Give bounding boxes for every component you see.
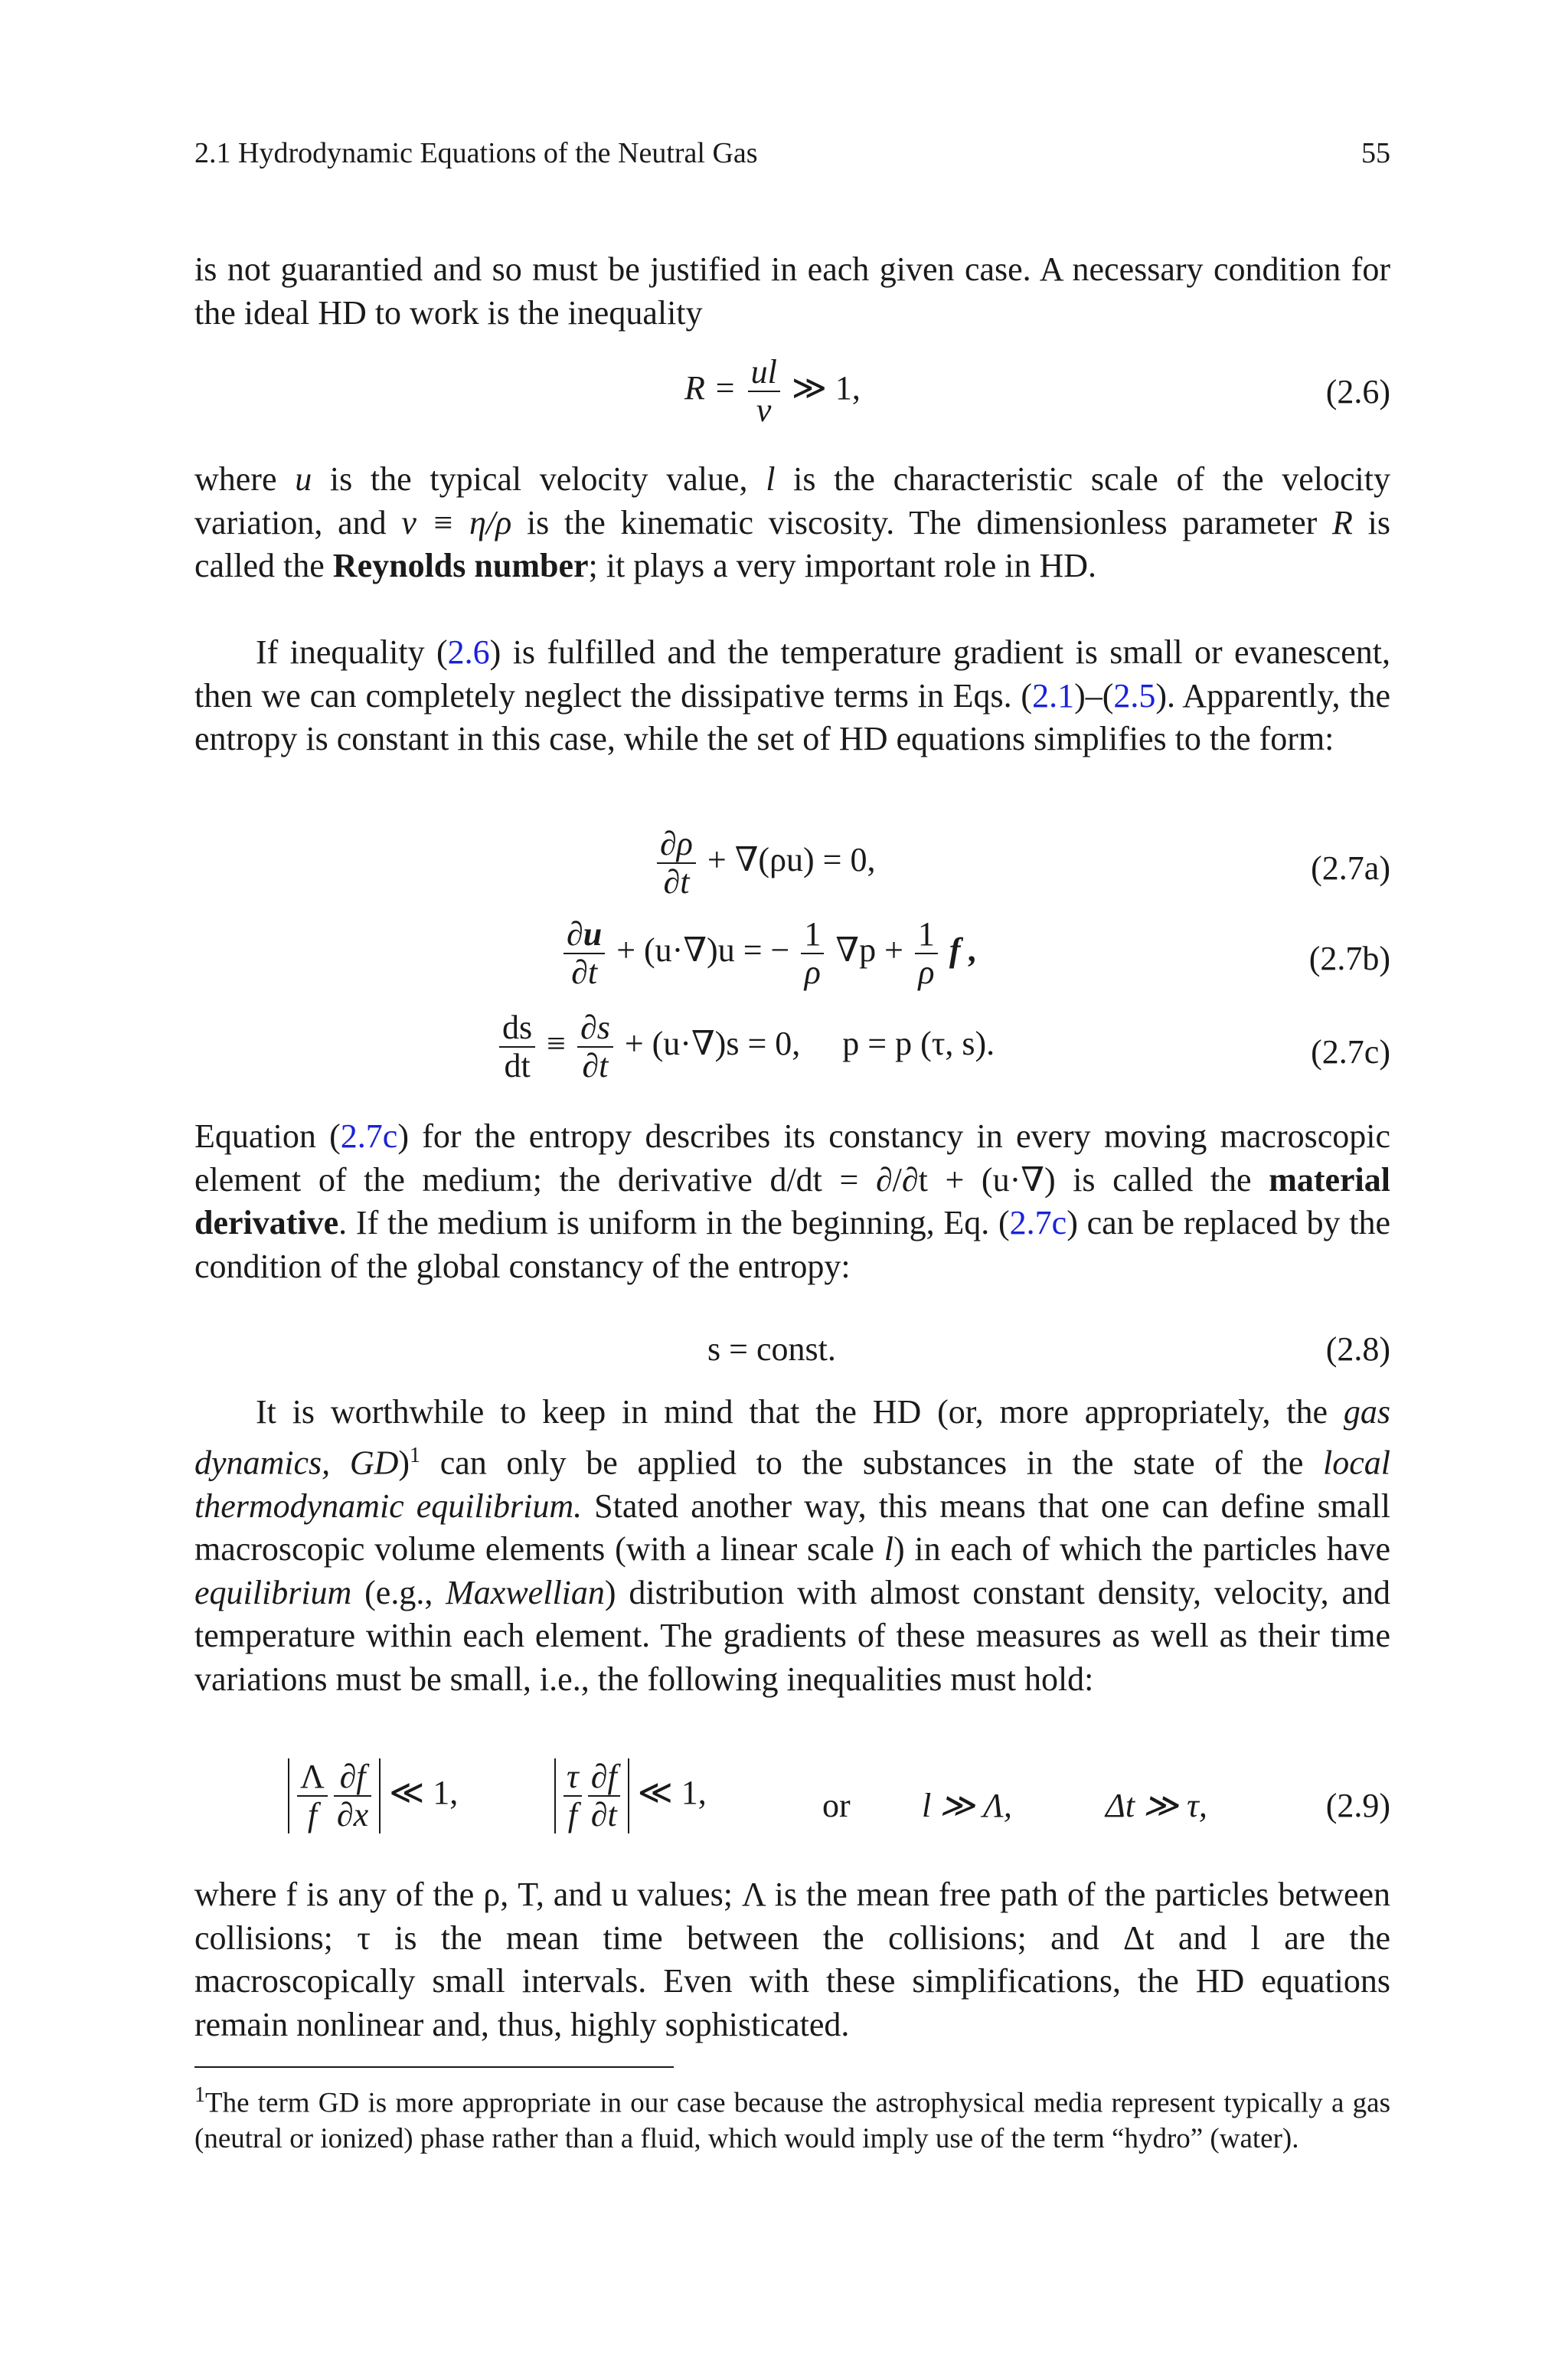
equation-2-9: $\frac{\Lambda}{f}$ $\frac{\partial f}{\partial x}$ ≪ 1, $\frac{\tau}{f}$ $\frac{\partial f}{\partial t}$ ≪ 1, or l ≫ Λ, Δt ≫ τ, (2.9) [194, 1758, 1390, 1850]
ref-link[interactable]: 2.5 [1113, 676, 1156, 715]
equation-number: (2.7b) [1308, 940, 1390, 977]
section-title: 2.1 Hydrodynamic Equations of the Neutral Gas [194, 137, 758, 169]
paragraph-5: It is worthwhile to keep in mind that the HD (or, more appropriately, the gas dynamics, GD)$^1$ can only be applied to the substances in the state of the local thermodynamic equilibrium. Stated another way, this means that one can define small macroscopic volume elements (with a linear scale l) in each of which the particles have equilibrium (e.g., Maxwellian) distribution with almost constant density, velocity, and temperature within each element. The gradients of these measures as well as their time variations must be small, i.e., the following inequalities must hold: [194, 1393, 1391, 1698]
equation-2-6 [194, 354, 1390, 438]
ref-link[interactable]: 2.6 [447, 633, 490, 671]
footnote: $^1$The term GD is more appropriate in our case because the astrophysical media represent typically a gas (neutral or ionized) phase rather than a fluid, which would imply use of the term “hydro” (water). [194, 2083, 1390, 2155]
eq-lhs: R = [684, 369, 737, 407]
eq-fraction: $\frac{ul}{\nu}$ [748, 354, 780, 429]
paragraph-3: If inequality (2.6) is fulfilled and the temperature gradient is small or evanescent, then we can completely neglect the dissipative terms in Eqs. (2.1)–(2.5). Apparently, the entropy is constant in this case, while the set of HD equations simplifies to the form: [194, 633, 1391, 757]
ref-link[interactable]: 2.1 [1032, 676, 1075, 715]
equation-number: (2.8) [1325, 1330, 1390, 1368]
page-number: 55 [1361, 137, 1390, 169]
term-reynolds-number: Reynolds number [332, 547, 589, 584]
term-material-derivative: material derivative [194, 1160, 1390, 1241]
paragraph-1: is not guarantied and so must be justified in each given case. A necessary condition for the ideal HD to work is the inequality [194, 250, 1390, 332]
equation-2-7c: $\frac{ds}{dt}$ ≡ $\frac{\partial s}{\partial t}$ + (u·∇)s = 0, p = p (τ, s). (2.7c) [194, 1009, 1390, 1094]
equation-2-7a: $\frac{\partial\rho}{\partial t}$ + ∇(ρu) = 0, (2.7a) [194, 826, 1390, 910]
equation-number: (2.7c) [1311, 1033, 1390, 1071]
paragraph-2: where u is the typical velocity value, l is the characteristic scale of the velocity variation, and ν ≡ η/ρ is the kinematic viscosity. The dimensionless parameter R is called the Reynolds number; it plays a very important role in HD. [194, 460, 1390, 584]
running-header [194, 136, 1390, 170]
equation-number: (2.7a) [1311, 849, 1390, 887]
equation-2-7b: $\frac{\partial u}{\partial t}$ + (u·∇)u = − $\frac{1}{\rho}$ ∇p + $\frac{1}{\rho}$ f , (2.7b) [194, 916, 1390, 1000]
paragraph-6: where f is any of the ρ, T, and u values; Λ is the mean free path of the particles between collisions; τ is the mean time between the collisions; and Δt and l are the macroscopically small intervals. Even with these simplifications, the HD equations remain nonlinear and, thus, highly sophisticated. [194, 1876, 1390, 2043]
equation-number: (2.9) [1325, 1787, 1390, 1824]
equation-number: (2.6) [1325, 373, 1390, 411]
footnote-marker: 1 [194, 2083, 205, 2107]
equation-2-8: s = const. (2.8) [707, 1330, 1390, 1368]
ref-link[interactable]: 2.7c [340, 1117, 398, 1155]
ref-link[interactable]: 2.7c [1009, 1204, 1067, 1241]
eq-rhs: ≫ 1, [791, 369, 861, 407]
footnote-rule [194, 2066, 674, 2068]
footnote-ref[interactable]: 1 [410, 1443, 421, 1467]
paragraph-4: Equation (2.7c) for the entropy describes its constancy in every moving macroscopic element of the medium; the derivative d/dt = ∂/∂t + (u·∇) is called the material derivative. If the medium is uniform in the beginning, Eq. (2.7c) can be replaced by the condition of the global constancy of the entropy: [194, 1117, 1391, 1285]
